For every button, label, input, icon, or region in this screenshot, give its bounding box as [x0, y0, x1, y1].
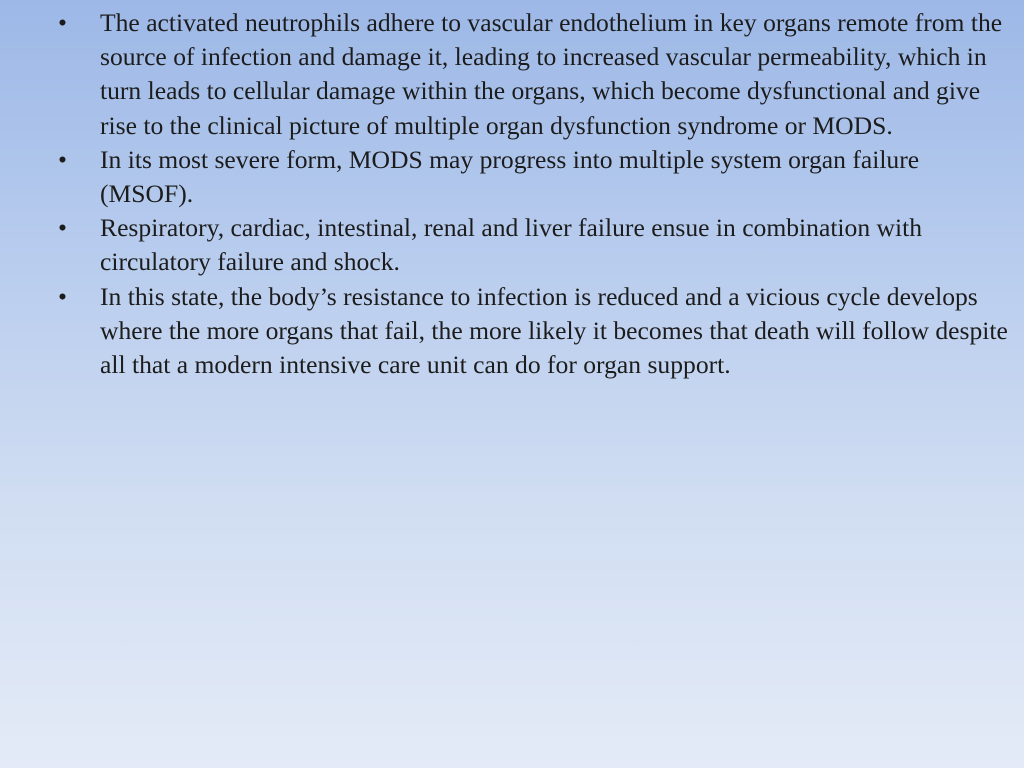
bullet-text: The activated neutrophils adhere to vascular endothelium in key organs remote from the source of infection and damage it, leading to increased vascular permeability, which in turn leads to cellular damage within the organs, which become dysfunctional and give rise to the clinical picture of multiple organ dysfunction syndrome or MODS. — [100, 8, 1003, 140]
bullet-item-3 — [56, 211, 1018, 279]
bullet-list — [56, 6, 1018, 382]
bullet-item-4 — [56, 280, 1018, 383]
bullet-marker: • — [58, 281, 67, 311]
bullet-item-1 — [56, 6, 1018, 143]
bullet-text: In its most severe form, MODS may progress into multiple system organ failure (MSOF). — [100, 144, 920, 209]
bullet-item-2 — [56, 143, 1018, 211]
bullet-marker: • — [58, 8, 67, 37]
bullet-text: In this state, the body’s resistance to infection is reduced and a vicious cycle develops where the more organs that fail, the more likely it becomes that death will follow despite all that a modern intensive care unit can do for organ support. — [100, 281, 1008, 380]
bullet-marker: • — [58, 144, 67, 174]
bullet-text: Respiratory, cardiac, intestinal, renal and liver failure ensue in combination with circulatory failure and shock. — [100, 213, 923, 277]
bullet-marker: • — [58, 213, 67, 243]
